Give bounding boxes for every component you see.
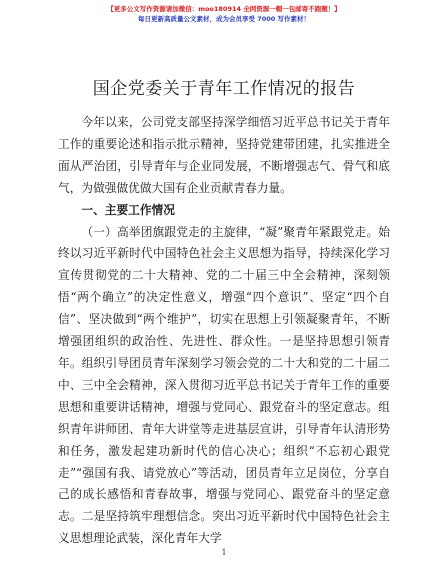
page-number: 1 bbox=[221, 548, 227, 557]
document-body bbox=[58, 112, 390, 550]
intro-paragraph: 今年以来，公司党支部坚持深学细悟习近平总书记关于青年工作的重要论述和指示批示精神，坚持党建带团建，扎实推进全面从严治团，引导青年与企业同发展，不断增强志气、骨气和底气，为做强做优做大国有企业贡献青春力量。 bbox=[58, 115, 390, 195]
section-heading: 一、主要工作情况 bbox=[81, 202, 175, 217]
section-paragraph: （一）高举团旗跟党走的主旋律，“凝”聚青年紧跟党走。始终以习近平新时代中国特色社会主义思想为指导，持续深化学习宣传贯彻党的二十大精神、党的二十届三中全会精神，深刻领悟“两个确立”的决定性意义，增强“四个意识”、坚定“四个自信”、坚决做到“两个维护”，切实在思想上引领凝聚青年，不断增强团组织的政治性、先进性、群众性。一是坚持思想引领青年。组织引导团员青年深刻学习领会党的二十大和党的二十届二中、三中全会精神，深入贯彻习近平总书记关于青年工作的重要思想和重要讲话精神，增强与党同心、跟党奋斗的坚定意志。组织青年讲师团、青年大讲堂等走进基层宣讲，引导青年认清形势和任务，激发起建功新时代的信心决心；组织“不忘初心跟党走”“强国有我、请党放心”等活动，团员青年立足岗位，分享自己的成长感悟和青春故事，增强与党同心、跟党奋斗的坚定意志。二是坚持筑牢理想信念。突出习近平新时代中国特色社会主义思想理论武装，深化青年大学 bbox=[58, 224, 390, 546]
document-title: 国企党委关于青年工作情况的报告 bbox=[92, 79, 356, 99]
promo-banner-line-2: 每日更新高质量公文素材，成为会员享受 7000 写作素材！ bbox=[137, 15, 311, 23]
promo-banner-line-1: 【更多公文写作资源请加微信：moo180914 全网资源一帽一包邮寄不跑题！】 bbox=[107, 5, 341, 13]
